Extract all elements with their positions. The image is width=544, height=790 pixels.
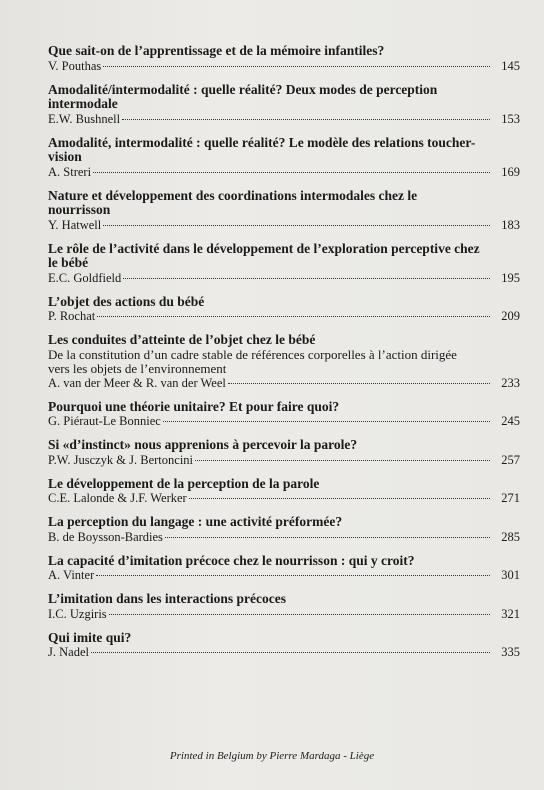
- entry-page-number: 245: [501, 414, 520, 428]
- entry-line: [48, 112, 520, 126]
- entry-page-number: 195: [501, 270, 520, 285]
- entry-title: La perception du langage : une activité préformée?: [48, 514, 343, 529]
- entry-page-number: 271: [501, 491, 520, 505]
- toc-entry: [48, 44, 520, 73]
- printer-imprint: Printed in Belgium by Pierre Mardaga - Liège: [169, 750, 375, 762]
- entry-subtitle: De la constitution d’un cadre stable de références corporelles à l’action dirigée vers les objets de l’environnement: [48, 346, 457, 376]
- entry-title: Les conduites d’atteinte de l’objet chez le bébé: [48, 332, 316, 347]
- entry-line: [48, 309, 520, 323]
- entry-title: La capacité d’imitation précoce chez le nourrisson : qui y croit?: [48, 552, 415, 568]
- entry-line: [48, 491, 520, 505]
- entry-line: [48, 568, 520, 582]
- dot-leader: [109, 614, 490, 615]
- entry-line: [48, 271, 520, 285]
- entry-line: [48, 376, 520, 390]
- dot-leader: [122, 119, 490, 120]
- dot-leader: [163, 421, 490, 422]
- entry-page-number: 183: [501, 217, 520, 232]
- toc-entry: [48, 295, 520, 324]
- entry-author: A. Streri: [48, 164, 92, 179]
- entry-author: A. van der Meer & R. van der Weel: [48, 375, 226, 390]
- entry-author: E.W. Bushnell: [48, 111, 121, 126]
- entry-title: Le rôle de l’activité dans le développement de l’exploration perceptive chez le bébé: [48, 240, 480, 270]
- entry-author: V. Pouthas: [48, 58, 102, 73]
- entry-page-number: 209: [501, 309, 520, 323]
- entry-line: [48, 530, 520, 544]
- entry-title: Nature et développement des coordinations intermodales chez le nourrisson: [48, 187, 418, 217]
- entry-author: P. Rochat: [48, 309, 96, 323]
- entry-line: [48, 645, 520, 659]
- toc-entry: [48, 333, 520, 390]
- toc-entry: [48, 554, 520, 583]
- toc-entry: [48, 592, 520, 621]
- entry-page-number: 169: [501, 164, 520, 179]
- entry-author: Y. Hatwell: [48, 217, 102, 232]
- entry-line: [48, 165, 520, 179]
- entry-author: J. Nadel: [48, 645, 89, 659]
- entry-title: Pourquoi une théorie unitaire? Et pour faire quoi?: [48, 398, 340, 414]
- entry-title: L’objet des actions du bébé: [48, 293, 205, 309]
- entry-title: Si «d’instinct» nous apprenions à percevoir la parole?: [48, 437, 358, 452]
- entry-page-number: 233: [501, 375, 520, 390]
- dot-leader: [189, 498, 490, 499]
- dot-leader: [97, 316, 490, 317]
- entry-page-number: 257: [501, 452, 520, 467]
- entry-author: P.W. Jusczyk & J. Bertoncini: [48, 452, 194, 467]
- toc-entry: [48, 631, 520, 660]
- dot-leader: [93, 172, 490, 173]
- entry-line: [48, 414, 520, 428]
- toc-entry: [48, 189, 520, 232]
- entry-line: [48, 607, 520, 621]
- toc-entry: [48, 477, 520, 506]
- entry-title: Qui imite qui?: [48, 629, 132, 645]
- entry-page-number: 335: [501, 645, 520, 659]
- dot-leader: [165, 537, 490, 538]
- entry-title: Le développement de la perception de la parole: [48, 475, 320, 491]
- entry-line: [48, 59, 520, 73]
- dot-leader: [91, 652, 490, 653]
- dot-leader: [123, 278, 490, 279]
- toc-entry: [48, 83, 520, 126]
- entry-author: B. de Boysson-Bardies: [48, 529, 163, 544]
- entry-line: [48, 218, 520, 232]
- entry-author: I.C. Uzgiris: [48, 606, 107, 621]
- toc-entry: [48, 242, 520, 285]
- entry-page-number: 321: [501, 606, 520, 621]
- entry-author: G. Piéraut-Le Bonniec: [48, 414, 161, 428]
- toc-entry: [48, 136, 520, 179]
- toc-entry: [48, 400, 520, 429]
- entry-author: C.E. Lalonde & J.F. Werker: [48, 491, 187, 505]
- entry-page-number: 153: [501, 111, 520, 126]
- entry-page-number: 301: [501, 568, 520, 582]
- toc-entry: [48, 438, 520, 467]
- dot-leader: [96, 575, 490, 576]
- dot-leader: [195, 460, 490, 461]
- dot-leader: [103, 225, 490, 226]
- entry-title: Que sait-on de l’apprentissage et de la mémoire infantiles?: [48, 43, 385, 58]
- entry-page-number: 145: [501, 58, 520, 73]
- dot-leader: [228, 383, 490, 384]
- entry-line: [48, 453, 520, 467]
- dot-leader: [103, 66, 490, 67]
- entry-author: A. Vinter: [48, 568, 95, 582]
- table-of-contents: [48, 44, 520, 669]
- entry-title: Amodalité/intermodalité : quelle réalité? Deux modes de perception intermodale: [48, 81, 438, 111]
- toc-entry: [48, 515, 520, 544]
- entry-page-number: 285: [501, 529, 520, 544]
- entry-author: E.C. Goldfield: [48, 270, 122, 285]
- entry-title: L’imitation dans les interactions précoces: [48, 591, 286, 606]
- entry-title: Amodalité, intermodalité : quelle réalité? Le modèle des relations toucher-vision: [48, 134, 476, 164]
